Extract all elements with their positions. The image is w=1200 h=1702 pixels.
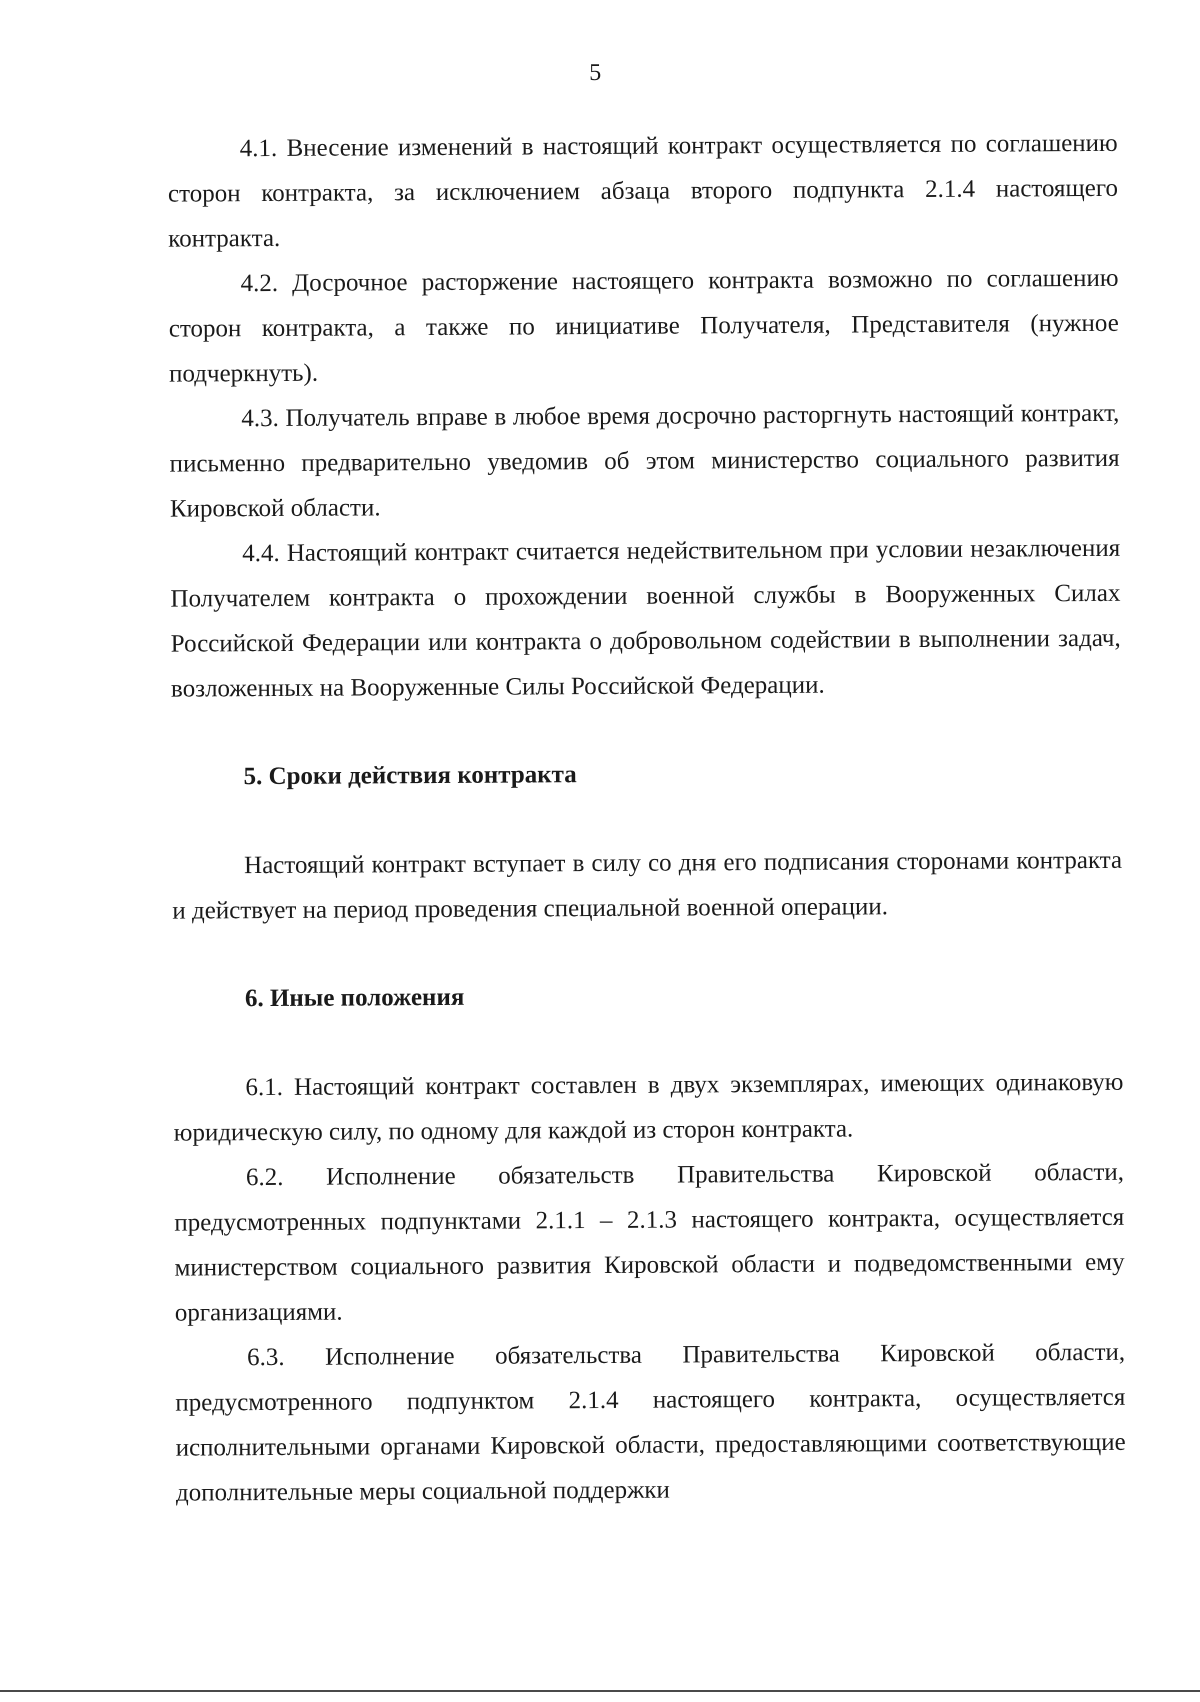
- paragraph-6-1: 6.1. Настоящий контракт составлен в двух экземплярах, имеющих одинаковую юридическую силу, по одному для каждой из сторон контракта.: [173, 1068, 1124, 1147]
- paragraph-6-3: 6.3. Исполнение обязательства Правительства Кировской области, предусмотренного подпунктом 2.1.4 настоящего контракта, осуществляется исполнительными органами Кировской области, предоставляющими соответствующие дополнительные меры социальной поддержки: [175, 1338, 1126, 1507]
- document-body: [168, 121, 1126, 1516]
- page-number: 5: [589, 59, 602, 87]
- paragraph-4-1: 4.1. Внесение изменений в настоящий контракт осуществляется по соглашению сторон контракта, за исключением абзаца второго подпункта 2.1.4 настоящего контракта.: [167, 129, 1119, 253]
- paragraph-6-2: 6.2. Исполнение обязательств Правительства Кировской области, предусмотренных подпунктами 2.1.1 – 2.1.3 настоящего контракта, осуществляется министерством социального развития Кировской области и подведомственными ему организациями.: [174, 1158, 1125, 1327]
- paragraph-4-3: 4.3. Получатель вправе в любое время досрочно расторгнуть настоящий контракт, письменно предварительно уведомив об этом министерство социального развития Кировской области.: [169, 399, 1120, 523]
- paragraph-5: Настоящий контракт вступает в силу со дня его подписания сторонами контракта и действует на период проведения специальной военной операции.: [172, 846, 1123, 925]
- paragraph-4-2: 4.2. Досрочное расторжение настоящего контракта возможно по соглашению сторон контракта, а также по инициативе Получателя, Представителя (нужное подчеркнуть).: [168, 264, 1119, 388]
- paragraph-4-4: 4.4. Настоящий контракт считается недействительном при условии незаключения Получателем контракта о прохождении военной службы в Вооруженных Силах Российской Федерации или контракта о добровольном содействии в выполнении задач, возложенных на Вооруженные Силы Российской Федерации.: [170, 534, 1121, 703]
- section-5-heading: 5. Сроки действия контракта: [243, 761, 577, 791]
- scan-bottom-edge: [0, 1690, 1200, 1692]
- section-6-heading: 6. Иные положения: [244, 983, 465, 1013]
